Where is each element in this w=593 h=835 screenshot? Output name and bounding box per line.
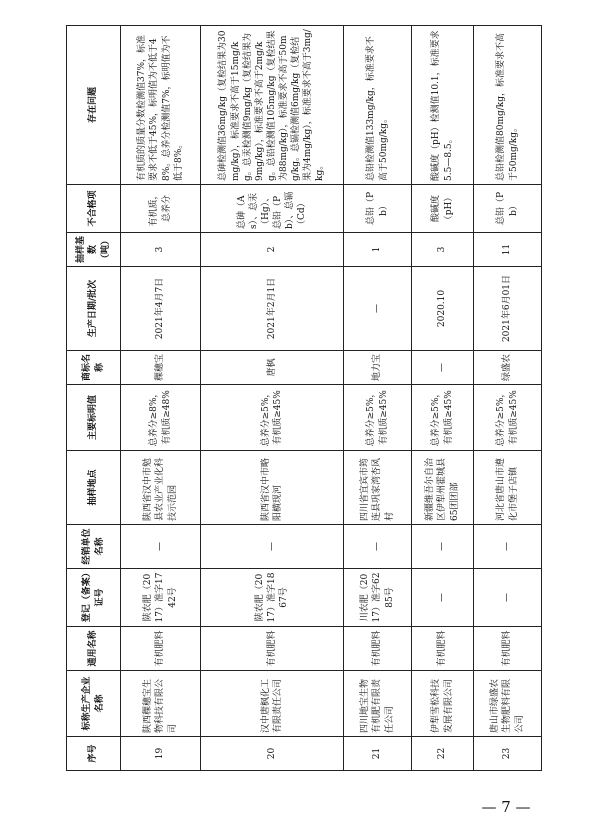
cell-no: 20 [201,737,344,771]
cell-name: 有机肥料 [121,627,201,671]
header-row [67,26,121,771]
cell-fail: 酸碱度（pH） [412,185,474,233]
cell-value: 总养分≥5%，有机质≥45% [344,385,412,451]
header-cell: 商标名称 [67,351,121,385]
cell-issue: 有机质的质量分数检测值37%，标准要求不低于45%，标明值为不低于48%。总养分检测值7%，标明值为不低于8%。 [121,26,201,185]
cell-fail: 总铅（Pb） [474,185,542,233]
cell-base: 2 [201,233,344,267]
header-cell: 生产日期/批次 [67,267,121,351]
cell-name: 有机肥料 [412,627,474,671]
cell-site: 四川省宜宾市筠连县巩家湾杏风村 [344,451,412,525]
cell-brand: 稞穗宝 [121,351,201,385]
cell-base: 11 [474,233,542,267]
table-row [201,26,344,771]
cell-no: 23 [474,737,542,771]
cell-site: 河北省唐山市遵化市堡子店镇 [474,451,542,525]
cell-date: 2020.10 [412,267,474,351]
cell-no: 19 [121,737,201,771]
cell-date: 2021年2月1日 [201,267,344,351]
cell-issue: 总砷检测值36mg/kg（复检结果为30mg/kg），标准要求不高于15mg/kg。总汞检测值9mg/kg（复检结果为9mg/kg），标准要求不高于2mg/kg。总铅检测值105mg/kg（复检结果为88mg/kg），标准要求不高于50mg/kg。总镉检测值6mg/kg（复检结果为4mg/kg），标准要求不高于3mg/kg。 [201,26,344,185]
cell-no: 22 [412,737,474,771]
cell-dealer: — [201,525,344,569]
header-cell: 不合格项 [67,185,121,233]
cell-dealer: — [121,525,201,569]
header-cell: 通用名称 [67,627,121,671]
cell-site: 陕西省汉中市略阳横现河 [201,451,344,525]
unqualified-products-table [66,25,542,771]
cell-base: 1 [344,233,412,267]
cell-date: 2021年4月7日 [121,267,201,351]
cell-brand: 唐枫 [201,351,344,385]
cell-issue: 总铅检测值80mg/kg，标准要求不高于50mg/kg。 [474,26,542,185]
cell-company: 汉中唐枫化工有限责任公司 [201,671,344,737]
cell-value: 总养分≥8%，有机质≥48% [121,385,201,451]
cell-value: 总养分≥5%，有机质≥45% [474,385,542,451]
cell-reg: — [412,569,474,627]
header-cell: 经销单位名称 [67,525,121,569]
cell-reg: — [474,569,542,627]
header-cell: 标称生产企业名称 [67,671,121,737]
table-row [474,26,542,771]
cell-issue: 总铅检测值133mg/kg，标准要求不高于50mg/kg。 [344,26,412,185]
cell-company: 伊犁雪松科技发展有限公司 [412,671,474,737]
cell-fail: 有机质，总养分 [121,185,201,233]
cell-value: 总养分≥5%，有机质≥45% [201,385,344,451]
cell-dealer: — [412,525,474,569]
header-cell: 主要标明值 [67,385,121,451]
table-row [344,26,412,771]
cell-name: 有机肥料 [201,627,344,671]
cell-issue: 酸碱度（pH）检测值10.1，标准要求5.5—8.5。 [412,26,474,185]
cell-reg: 陕农肥（2017）准字1867号 [201,569,344,627]
cell-name: 有机肥料 [344,627,412,671]
cell-no: 21 [344,737,412,771]
header-cell: 抽样基数（吨） [67,233,121,267]
cell-base: 3 [121,233,201,267]
cell-fail: 总铅（Pb） [344,185,412,233]
cell-brand: — [412,351,474,385]
cell-base: 3 [412,233,474,267]
cell-company: 四川地宝生物有机肥有限责任公司 [344,671,412,737]
header-cell: 抽样地点 [67,451,121,525]
table-row [412,26,474,771]
cell-fail: 总砷（As）、总汞（Hg）、总铅（Pb）、总镉（Cd） [201,185,344,233]
page-number: — 7 — [481,798,531,816]
cell-date: 2021年6月01日 [474,267,542,351]
cell-value: 总养分≥5%，有机质≥45% [412,385,474,451]
cell-name: 有机肥料 [474,627,542,671]
cell-dealer: — [344,525,412,569]
header-cell: 存在问题 [67,26,121,185]
cell-date: — [344,267,412,351]
cell-dealer: — [474,525,542,569]
cell-site: 陕西省汉中市勉县农业产业化科技示范园 [121,451,201,525]
cell-brand: 地力宝 [344,351,412,385]
header-cell: 序号 [67,737,121,771]
cell-company: 陕西稞穗宝生物科技有限公司 [121,671,201,737]
cell-reg: 川农肥（2017）准字6285号 [344,569,412,627]
cell-company: 唐山市绿盛农生物肥料有限公司 [474,671,542,737]
cell-reg: 陕农肥（2017）准字1742号 [121,569,201,627]
cell-brand: 绿盛农 [474,351,542,385]
cell-site: 新疆维吾尔自治区伊犁州霍城县65团团部 [412,451,474,525]
table-row [121,26,201,771]
rotated-table-wrapper [66,26,541,771]
header-cell: 登记（备案）证号 [67,569,121,627]
